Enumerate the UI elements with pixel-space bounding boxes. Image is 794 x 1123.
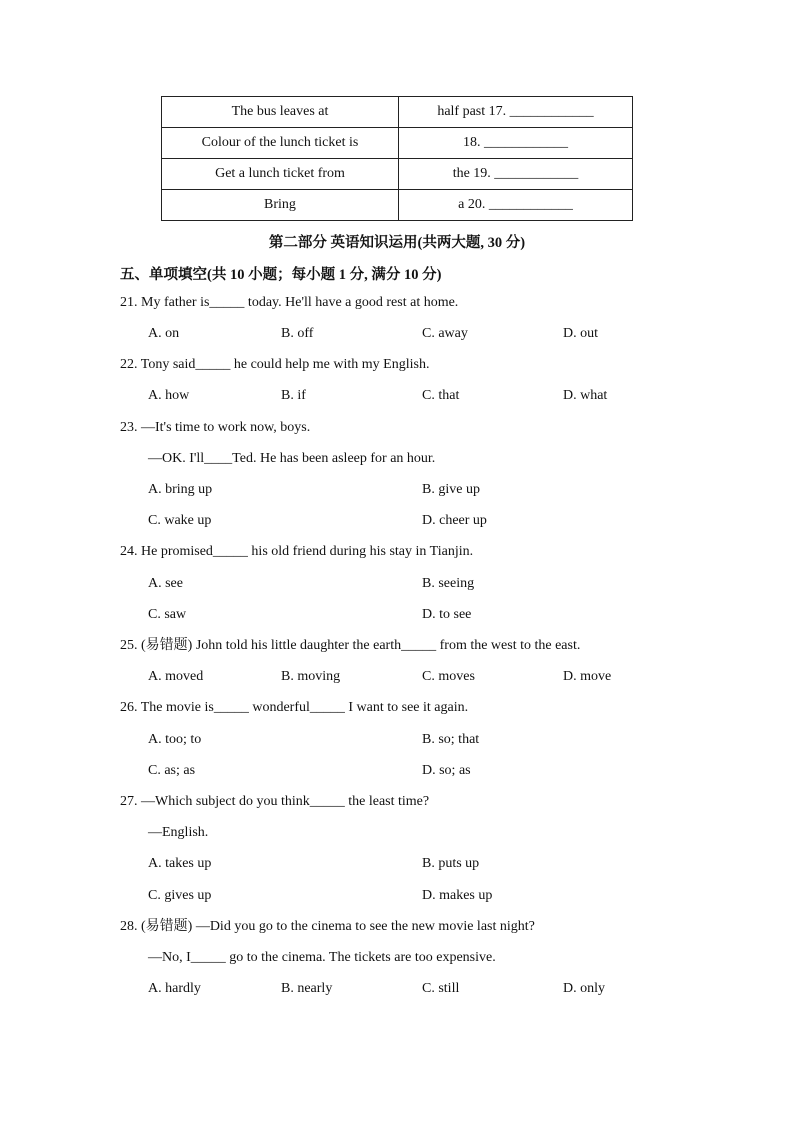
table-cell-label: Get a lunch ticket from [162, 159, 399, 190]
question-24-stem: 24. He promised_____ his old friend during his stay in Tianjin. [120, 544, 474, 559]
q21-option-c[interactable]: C. away [422, 326, 468, 341]
q24-option-c[interactable]: C. saw [148, 607, 187, 622]
q21-option-a[interactable]: A. on [148, 326, 180, 341]
q26-option-d[interactable]: D. so; as [422, 763, 471, 778]
info-table [161, 96, 633, 221]
table-cell-value: the 19. ____________ [399, 159, 633, 190]
q28-option-d[interactable]: D. only [563, 981, 605, 996]
q26-option-b[interactable]: B. so; that [422, 732, 480, 747]
table-row [162, 97, 633, 128]
q26-option-a[interactable]: A. too; to [148, 732, 202, 747]
table-cell-value: a 20. ____________ [399, 190, 633, 221]
q24-option-d[interactable]: D. to see [422, 607, 472, 622]
table-cell-value: half past 17. ____________ [399, 97, 633, 128]
question-28-stem: 28. (易错题) —Did you go to the cinema to see the new movie last night? [120, 919, 535, 934]
q22-option-a[interactable]: A. how [148, 388, 190, 403]
table-row [162, 190, 633, 221]
question-27-stem: 27. —Which subject do you think_____ the least time? [120, 794, 430, 809]
q25-option-c[interactable]: C. moves [422, 669, 475, 684]
q21-option-d[interactable]: D. out [563, 326, 598, 341]
q23-option-a[interactable]: A. bring up [148, 482, 213, 497]
q25-option-d[interactable]: D. move [563, 669, 612, 684]
question-26-stem: 26. The movie is_____ wonderful_____ I want to see it again. [120, 700, 469, 715]
section-heading: 五、单项填空(共 10 小题；每小题 1 分, 满分 10 分) [120, 267, 442, 283]
table-cell-label: Bring [162, 190, 399, 221]
q22-option-c[interactable]: C. that [422, 388, 460, 403]
question-27-reply: —English. [148, 825, 209, 840]
question-28-reply: —No, I_____ go to the cinema. The tickets are too expensive. [148, 950, 496, 965]
q23-option-d[interactable]: D. cheer up [422, 513, 487, 528]
part-heading: 第二部分 英语知识运用(共两大题, 30 分) [268, 235, 526, 251]
q27-option-d[interactable]: D. makes up [422, 888, 493, 903]
q27-option-a[interactable]: A. takes up [148, 856, 212, 871]
q27-option-b[interactable]: B. puts up [422, 856, 480, 871]
q25-option-a[interactable]: A. moved [148, 669, 204, 684]
q25-option-b[interactable]: B. moving [281, 669, 341, 684]
q28-option-c[interactable]: C. still [422, 981, 460, 996]
question-21-stem: 21. My father is_____ today. He'll have a good rest at home. [120, 295, 459, 310]
q21-option-b[interactable]: B. off [281, 326, 314, 341]
q23-option-b[interactable]: B. give up [422, 482, 480, 497]
q23-option-c[interactable]: C. wake up [148, 513, 212, 528]
question-23-reply: —OK. I'll____Ted. He has been asleep for an hour. [148, 451, 436, 466]
q22-option-b[interactable]: B. if [281, 388, 306, 403]
q24-option-b[interactable]: B. seeing [422, 576, 475, 591]
q24-option-a[interactable]: A. see [148, 576, 183, 591]
question-23-stem: 23. —It's time to work now, boys. [120, 420, 311, 435]
q26-option-c[interactable]: C. as; as [148, 763, 196, 778]
q28-option-a[interactable]: A. hardly [148, 981, 201, 996]
q22-option-d[interactable]: D. what [563, 388, 608, 403]
table-cell-label: Colour of the lunch ticket is [162, 128, 399, 159]
question-22-stem: 22. Tony said_____ he could help me with my English. [120, 357, 430, 372]
q27-option-c[interactable]: C. gives up [148, 888, 212, 903]
q28-option-b[interactable]: B. nearly [281, 981, 333, 996]
table-cell-value: 18. ____________ [399, 128, 633, 159]
table-row [162, 128, 633, 159]
question-25-stem: 25. (易错题) John told his little daughter the earth_____ from the west to the east. [120, 638, 581, 653]
table-cell-label: The bus leaves at [162, 97, 399, 128]
table-row [162, 159, 633, 190]
